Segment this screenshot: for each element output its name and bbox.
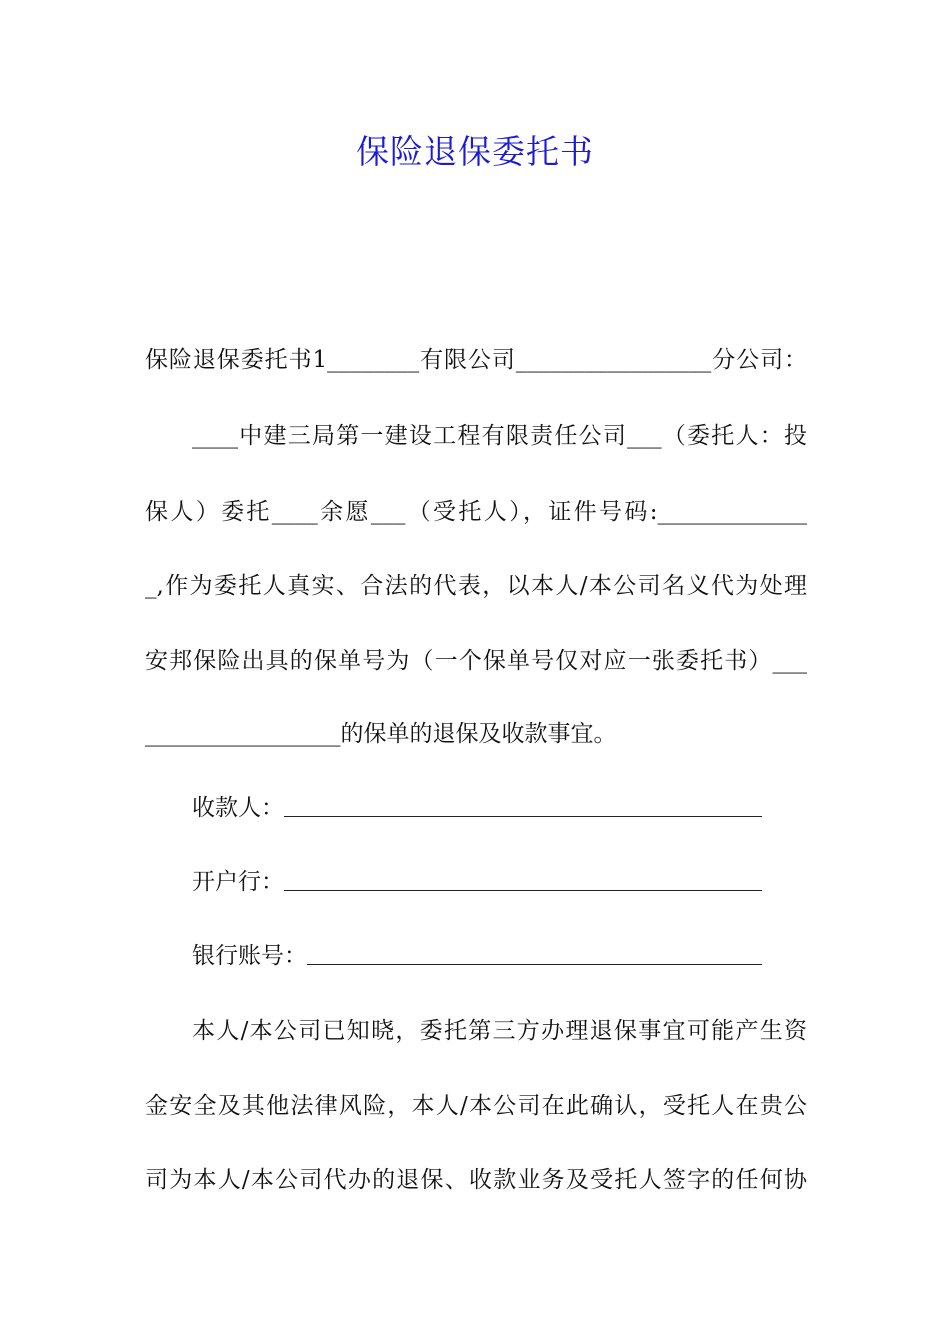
bank-label: 开户行： <box>192 869 284 895</box>
payee-row <box>192 790 807 826</box>
account-blank[interactable] <box>307 944 762 965</box>
para2-line-3: 司为本人/本公司代办的退保、收款业务及受托人签字的任何协 <box>145 1167 807 1193</box>
body-line-5: 安邦保险出具的保单号为（一个保单号仅对应一张委托书）___ <box>145 648 807 674</box>
body-line-1: 保险退保委托书1________有限公司_________________分公司： <box>145 347 807 373</box>
document-title: 保险退保委托书 <box>356 132 594 171</box>
body-line-4: _,作为委托人真实、合法的代表，以本人/本公司名义代为处理 <box>145 573 807 599</box>
body-line-3: 保人）委托____余愿___（受托人），证件号码:_____________ <box>145 499 807 525</box>
account-label: 银行账号： <box>192 943 307 969</box>
para2-line-2: 金安全及其他法律风险，本人/本公司在此确认，受托人在贵公 <box>145 1093 807 1119</box>
payee-blank[interactable] <box>284 796 762 817</box>
body-line-2: ____中建三局第一建设工程有限责任公司___（委托人：投 <box>192 423 807 449</box>
payee-label: 收款人： <box>192 795 284 821</box>
account-row <box>192 938 807 974</box>
para2-line-1: 本人/本公司已知晓，委托第三方办理退保事宜可能产生资 <box>192 1018 807 1044</box>
bank-row <box>192 864 807 900</box>
body-line-6: _________________的保单的退保及收款事宜。 <box>145 721 617 747</box>
bank-blank[interactable] <box>284 870 762 891</box>
